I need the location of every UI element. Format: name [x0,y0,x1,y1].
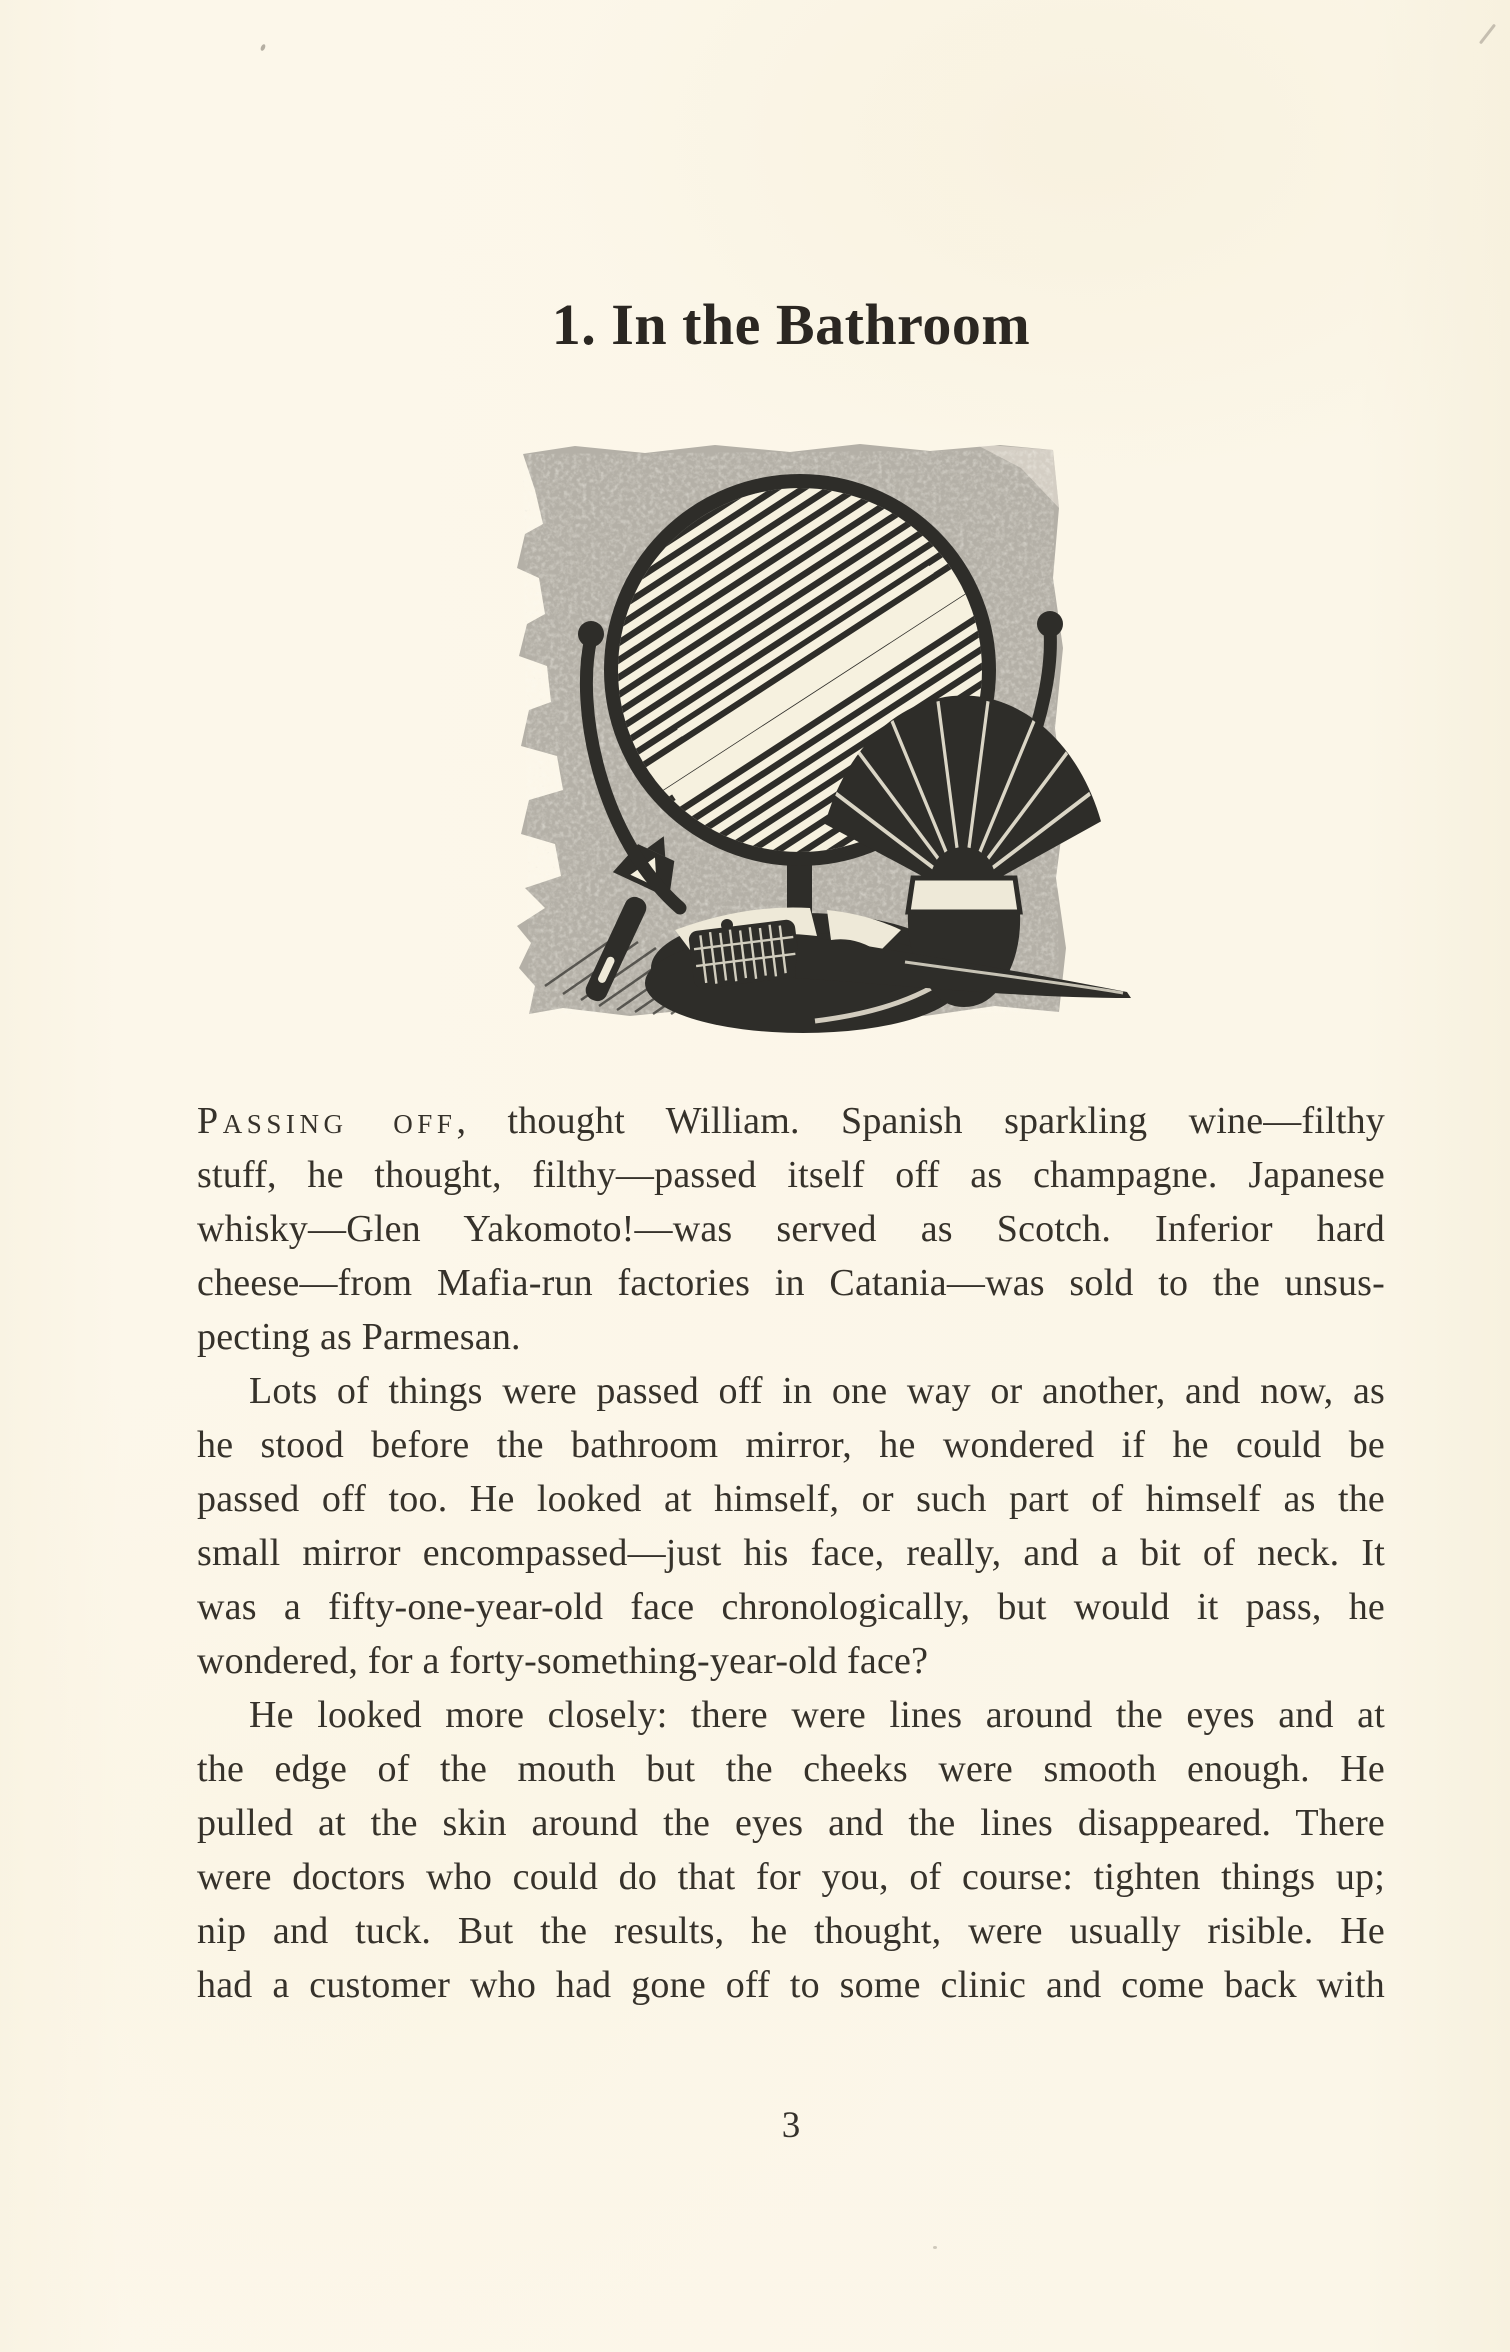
text-line: pulled at the skin around the eyes and the lines disappeared. There [197,1802,1385,1844]
text-line: Passing off, thought William. Spanish sparkling wine—filthy [197,1100,1385,1142]
scan-speck [1479,24,1496,45]
body-text [197,1094,1385,2012]
lead-small-caps: Passing off [197,1100,457,1142]
text-line: small mirror encompassed—just his face, really, and a bit of neck. It [197,1532,1385,1574]
page-number: 3 [781,2105,801,2146]
text-line: passed off too. He looked at himself, or such part of himself as the [197,1478,1385,1520]
chapter-title: 1. In the Bathroom [551,292,1031,357]
text-line: Lots of things were passed off in one way or another, and now, as [249,1370,1385,1412]
text-line: pecting as Parmesan. [197,1316,521,1358]
text-line: he stood before the bathroom mirror, he wondered if he could be [197,1424,1385,1466]
text-line: whisky—Glen Yakomoto!—was served as Scotch. Inferior hard [197,1208,1385,1250]
text-line: cheese—from Mafia-run factories in Catania—was sold to the unsus- [197,1262,1385,1304]
scan-speck [260,43,267,51]
shaving-still-life-image [505,438,1165,1034]
text-line: had a customer who had gone off to some clinic and come back with [197,1964,1385,2006]
text-line: wondered, for a forty-something-year-old face? [197,1640,929,1682]
text-line: stuff, he thought, filthy—passed itself off as champagne. Japanese [197,1154,1385,1196]
text-line: He looked more closely: there were lines around the eyes and at [249,1694,1385,1736]
text-line: were doctors who could do that for you, of course: tighten things up; [197,1856,1385,1898]
text-line: was a fifty-one-year-old face chronologically, but would it pass, he [197,1586,1385,1628]
text-line: nip and tuck. But the results, he thought, were usually risible. He [197,1910,1385,1952]
chapter-illustration [505,438,1165,1034]
scan-speck [933,2246,937,2249]
text-line: the edge of the mouth but the cheeks were smooth enough. He [197,1748,1385,1790]
